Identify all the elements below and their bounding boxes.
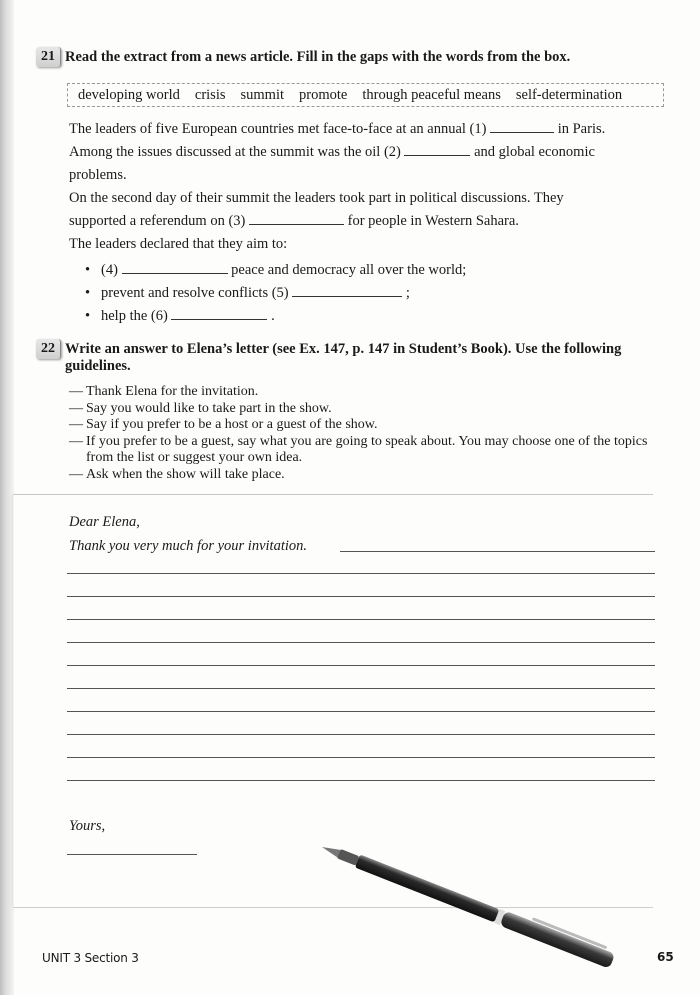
text-segment: help the (6) bbox=[101, 308, 168, 324]
gap-3-input[interactable] bbox=[249, 212, 344, 225]
exercise-instruction: guidelines. bbox=[65, 358, 131, 374]
exercise-instruction: Write an answer to Elena’s letter (see Ex. 147, p. 147 in Student’s Book). Use the following bbox=[65, 341, 622, 357]
word-box-item: through peaceful means bbox=[362, 86, 501, 103]
writing-line[interactable] bbox=[67, 688, 655, 689]
dash-icon: — bbox=[69, 433, 83, 449]
gap-2-input[interactable] bbox=[404, 143, 470, 156]
text-segment: The leaders of five European countries met face-to-face at an annual (1) bbox=[69, 121, 487, 137]
writing-line[interactable] bbox=[67, 711, 655, 712]
gap-1-input[interactable] bbox=[490, 120, 554, 133]
exercise-number-badge: 21 bbox=[36, 47, 61, 67]
aims-list-item bbox=[85, 305, 466, 328]
word-box bbox=[67, 83, 664, 107]
guideline-text: If you prefer to be a guest, say what you are going to speak about. You may choose one of the topics from the list or suggest your own idea. bbox=[86, 433, 648, 465]
guideline-text: Ask when the show will take place. bbox=[86, 466, 285, 482]
dash-icon: — bbox=[69, 400, 83, 416]
pen-nib bbox=[321, 843, 341, 857]
guideline-text: Say if you prefer to be a host or a guest of the show. bbox=[86, 417, 378, 432]
text-segment: problems. bbox=[69, 167, 127, 183]
writing-line[interactable] bbox=[67, 665, 655, 666]
guideline-text: Say you would like to take part in the show. bbox=[86, 400, 332, 416]
text-segment: Among the issues discussed at the summit was the oil (2) bbox=[69, 144, 401, 160]
pen-cap bbox=[500, 911, 616, 969]
exercise-21-heading bbox=[36, 49, 570, 67]
article-line bbox=[69, 210, 679, 233]
text-segment: in Paris. bbox=[557, 121, 606, 137]
writing-line[interactable] bbox=[67, 780, 655, 781]
article-line bbox=[69, 141, 679, 164]
writing-line[interactable] bbox=[67, 757, 655, 758]
aims-list-item bbox=[85, 259, 466, 282]
aims-list-item bbox=[85, 282, 466, 305]
dash-icon: — bbox=[69, 466, 83, 482]
writing-line[interactable] bbox=[340, 551, 655, 552]
word-box-item: summit bbox=[240, 86, 285, 103]
writing-line[interactable] bbox=[67, 734, 655, 735]
writing-line[interactable] bbox=[67, 619, 655, 620]
text-segment: On the second day of their summit the leaders took part in political discussions. They bbox=[69, 190, 564, 206]
text-segment: supported a referendum on (3) bbox=[69, 213, 246, 229]
text-segment: ; bbox=[405, 285, 410, 301]
guideline-item bbox=[69, 384, 674, 401]
page-binding-shadow bbox=[0, 0, 14, 995]
article-line bbox=[69, 118, 679, 141]
pen-grip bbox=[337, 849, 359, 866]
page-number: 65 bbox=[657, 950, 674, 964]
writing-line[interactable] bbox=[67, 596, 655, 597]
word-box-item: self-determination bbox=[515, 86, 623, 103]
exercise-instruction: Read the extract from a news article. Fill in the gaps with the words from the box. bbox=[65, 49, 571, 65]
word-box-item: crisis bbox=[194, 86, 226, 103]
letter-opening: Thank you very much for your invitation. bbox=[69, 538, 307, 554]
word-box-item: developing world bbox=[78, 86, 180, 103]
signature-line[interactable] bbox=[67, 854, 197, 855]
letter-greeting: Dear Elena, bbox=[69, 514, 140, 530]
writing-line[interactable] bbox=[67, 573, 655, 574]
text-segment: The leaders declared that they aim to: bbox=[69, 236, 288, 252]
exercise-number-badge: 22 bbox=[36, 339, 61, 359]
article-line bbox=[69, 164, 679, 187]
gap-4-input[interactable] bbox=[122, 261, 228, 274]
text-segment: . bbox=[271, 308, 275, 324]
dash-icon: — bbox=[69, 417, 83, 432]
text-segment: (4) bbox=[101, 262, 118, 278]
text-segment: peace and democracy all over the world; bbox=[231, 262, 467, 278]
text-segment: and global economic bbox=[474, 144, 595, 160]
gap-6-input[interactable] bbox=[171, 307, 267, 320]
bullet-icon: • bbox=[85, 285, 91, 301]
footer-unit-label: UNIT 3 Section 3 bbox=[42, 951, 139, 965]
dash-icon: — bbox=[69, 384, 83, 399]
letter-closing: Yours, bbox=[69, 818, 106, 834]
text-segment: for people in Western Sahara. bbox=[347, 213, 519, 229]
article-line bbox=[69, 187, 679, 210]
gap-5-input[interactable] bbox=[292, 284, 402, 297]
article-text bbox=[69, 118, 679, 256]
pen-barrel bbox=[355, 854, 500, 922]
exercise-22-heading bbox=[36, 341, 656, 375]
guideline-text: Thank Elena for the invitation. bbox=[86, 384, 259, 399]
bullet-icon: • bbox=[85, 262, 91, 278]
fountain-pen-illustration bbox=[310, 835, 620, 975]
bullet-icon: • bbox=[85, 308, 91, 324]
guideline-item bbox=[69, 434, 674, 467]
guidelines-list bbox=[69, 384, 674, 483]
guideline-item bbox=[69, 401, 674, 418]
aims-list bbox=[85, 259, 466, 328]
writing-line[interactable] bbox=[67, 642, 655, 643]
text-segment: prevent and resolve conflicts (5) bbox=[101, 285, 289, 301]
article-line bbox=[69, 233, 679, 256]
word-box-item: promote bbox=[299, 86, 348, 103]
guideline-item bbox=[69, 467, 674, 484]
guideline-item bbox=[69, 417, 674, 434]
